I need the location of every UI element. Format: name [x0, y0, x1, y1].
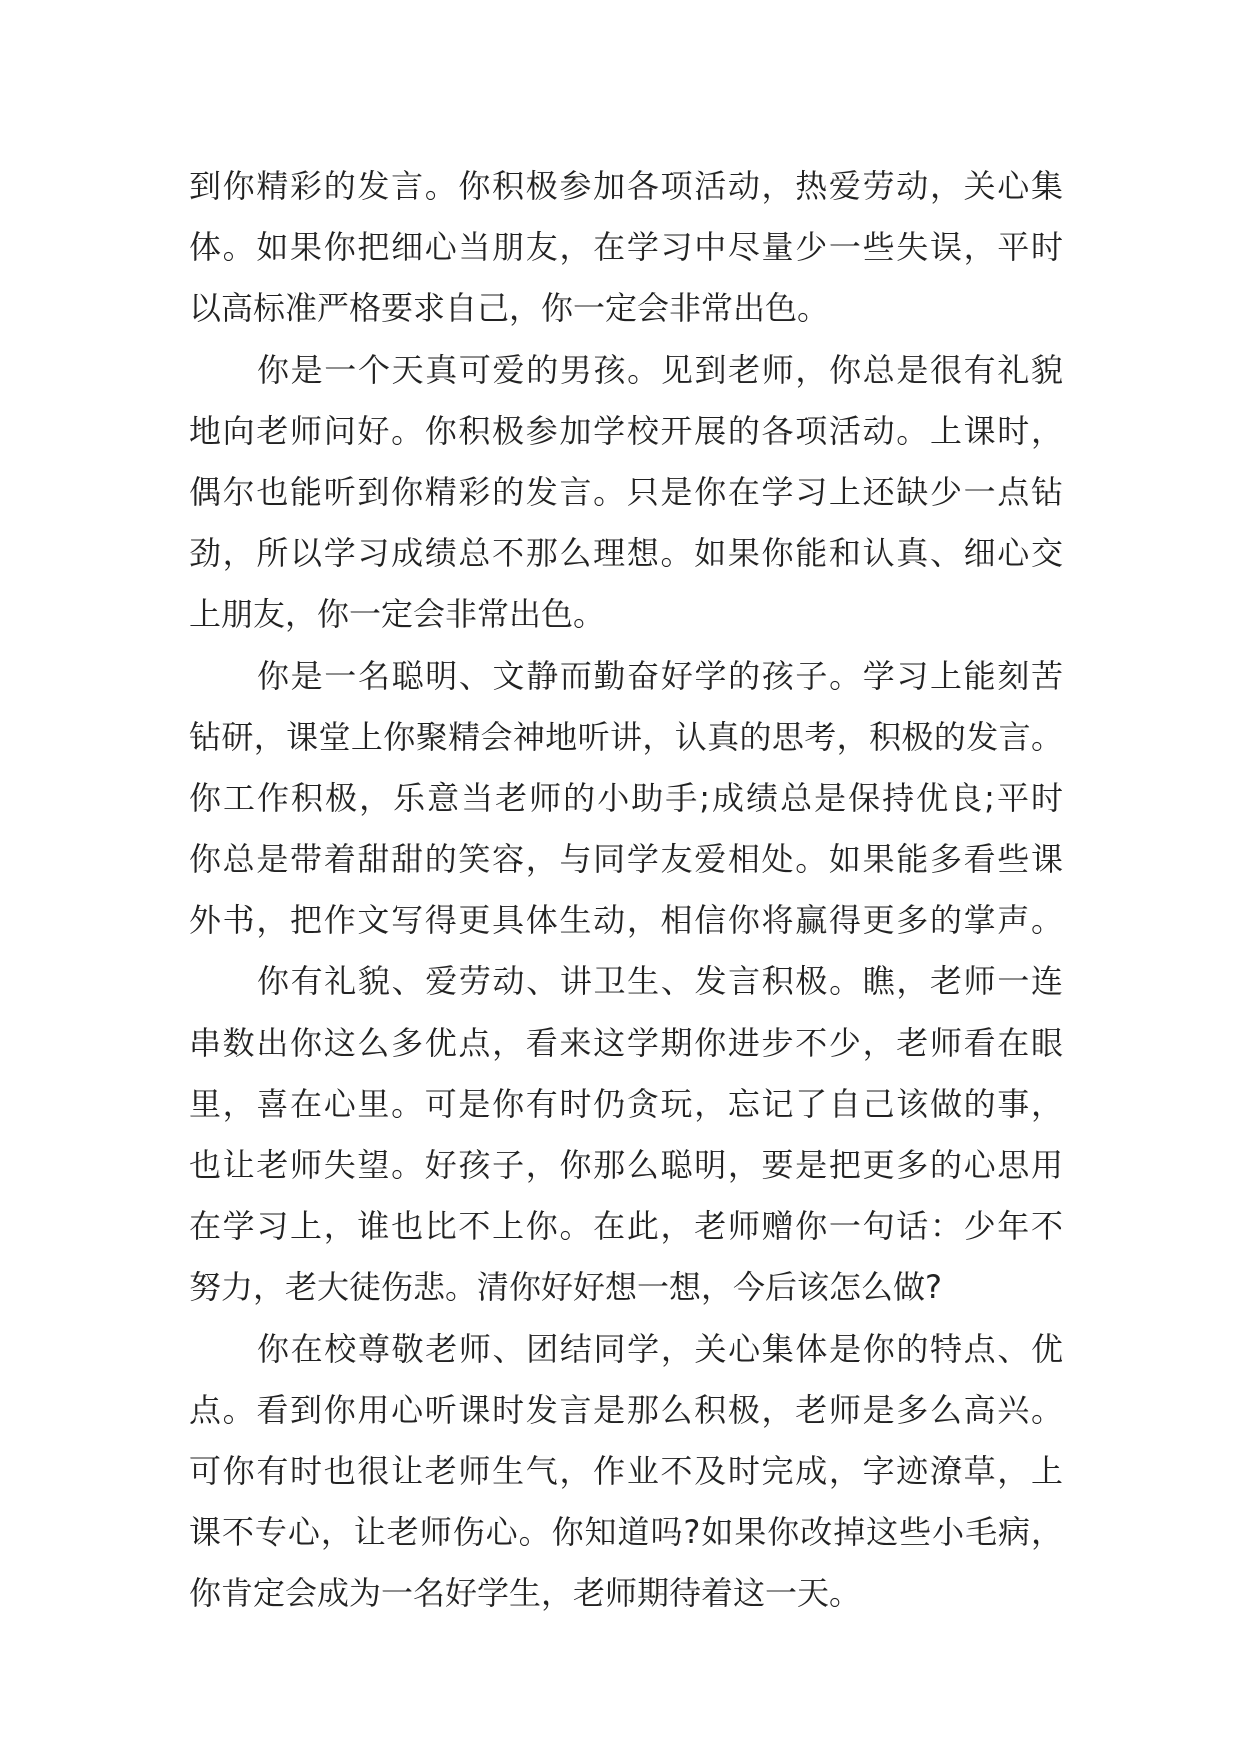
text-line: 偶尔也能听到你精彩的发言。只是你在学习上还缺少一点钻 [189, 472, 1063, 511]
text-line: 你是一个天真可爱的男孩。见到老师，你总是很有礼貌 [257, 350, 1063, 389]
text-line: 钻研，课堂上你聚精会神地听讲，认真的思考，积极的发言。 [189, 717, 1063, 756]
text-line: 你工作积极，乐意当老师的小助手;成绩总是保持优良;平时 [189, 778, 1063, 817]
text-line: 可你有时也很让老师生气，作业不及时完成，字迹潦草，上 [189, 1451, 1063, 1490]
text-line: 到你精彩的发言。你积极参加各项活动，热爱劳动，关心集 [189, 167, 1063, 205]
text-line: 地向老师问好。你积极参加学校开展的各项活动。上课时， [189, 411, 1063, 450]
text-line: 也让老师失望。好孩子，你那么聪明，要是把更多的心思用 [189, 1146, 1063, 1184]
text-body [189, 156, 1063, 1625]
text-line: 你总是带着甜甜的笑容，与同学友爱相处。如果能多看些课 [189, 840, 1063, 879]
text-line: 劲，所以学习成绩总不那么理想。如果你能和认真、细心交 [189, 534, 1063, 573]
text-line: 在学习上，谁也比不上你。在此，老师赠你一句话：少年不 [189, 1207, 1063, 1246]
text-line: 串数出你这么多优点，看来这学期你进步不少，老师看在眼 [189, 1023, 1063, 1062]
text-line: 课不专心，让老师伤心。你知道吗?如果你改掉这些小毛病， [189, 1513, 1063, 1552]
text-line: 点。看到你用心听课时发言是那么积极，老师是多么高兴。 [189, 1390, 1063, 1429]
text-line: 你肯定会成为一名好学生，老师期待着这一天。 [189, 1574, 862, 1613]
text-line: 以高标准严格要求自己，你一定会非常出色。 [189, 289, 830, 328]
text-line: 上朋友，你一定会非常出色。 [189, 595, 606, 634]
text-line: 你有礼貌、爱劳动、讲卫生、发言积极。瞧，老师一连 [257, 962, 1063, 1001]
text-line: 外书，把作文写得更具体生动，相信你将赢得更多的掌声。 [189, 901, 1063, 940]
text-line: 你是一名聪明、文静而勤奋好学的孩子。学习上能刻苦 [257, 656, 1063, 695]
text-line: 你在校尊敬老师、团结同学，关心集体是你的特点、优 [257, 1329, 1063, 1368]
text-line: 努力，老大徒伤悲。清你好好想一想，今后该怎么做? [189, 1268, 942, 1307]
text-line: 体。如果你把细心当朋友，在学习中尽量少一些失误，平时 [189, 228, 1063, 267]
text-line: 里，喜在心里。可是你有时仍贪玩，忘记了自己该做的事， [189, 1084, 1063, 1123]
